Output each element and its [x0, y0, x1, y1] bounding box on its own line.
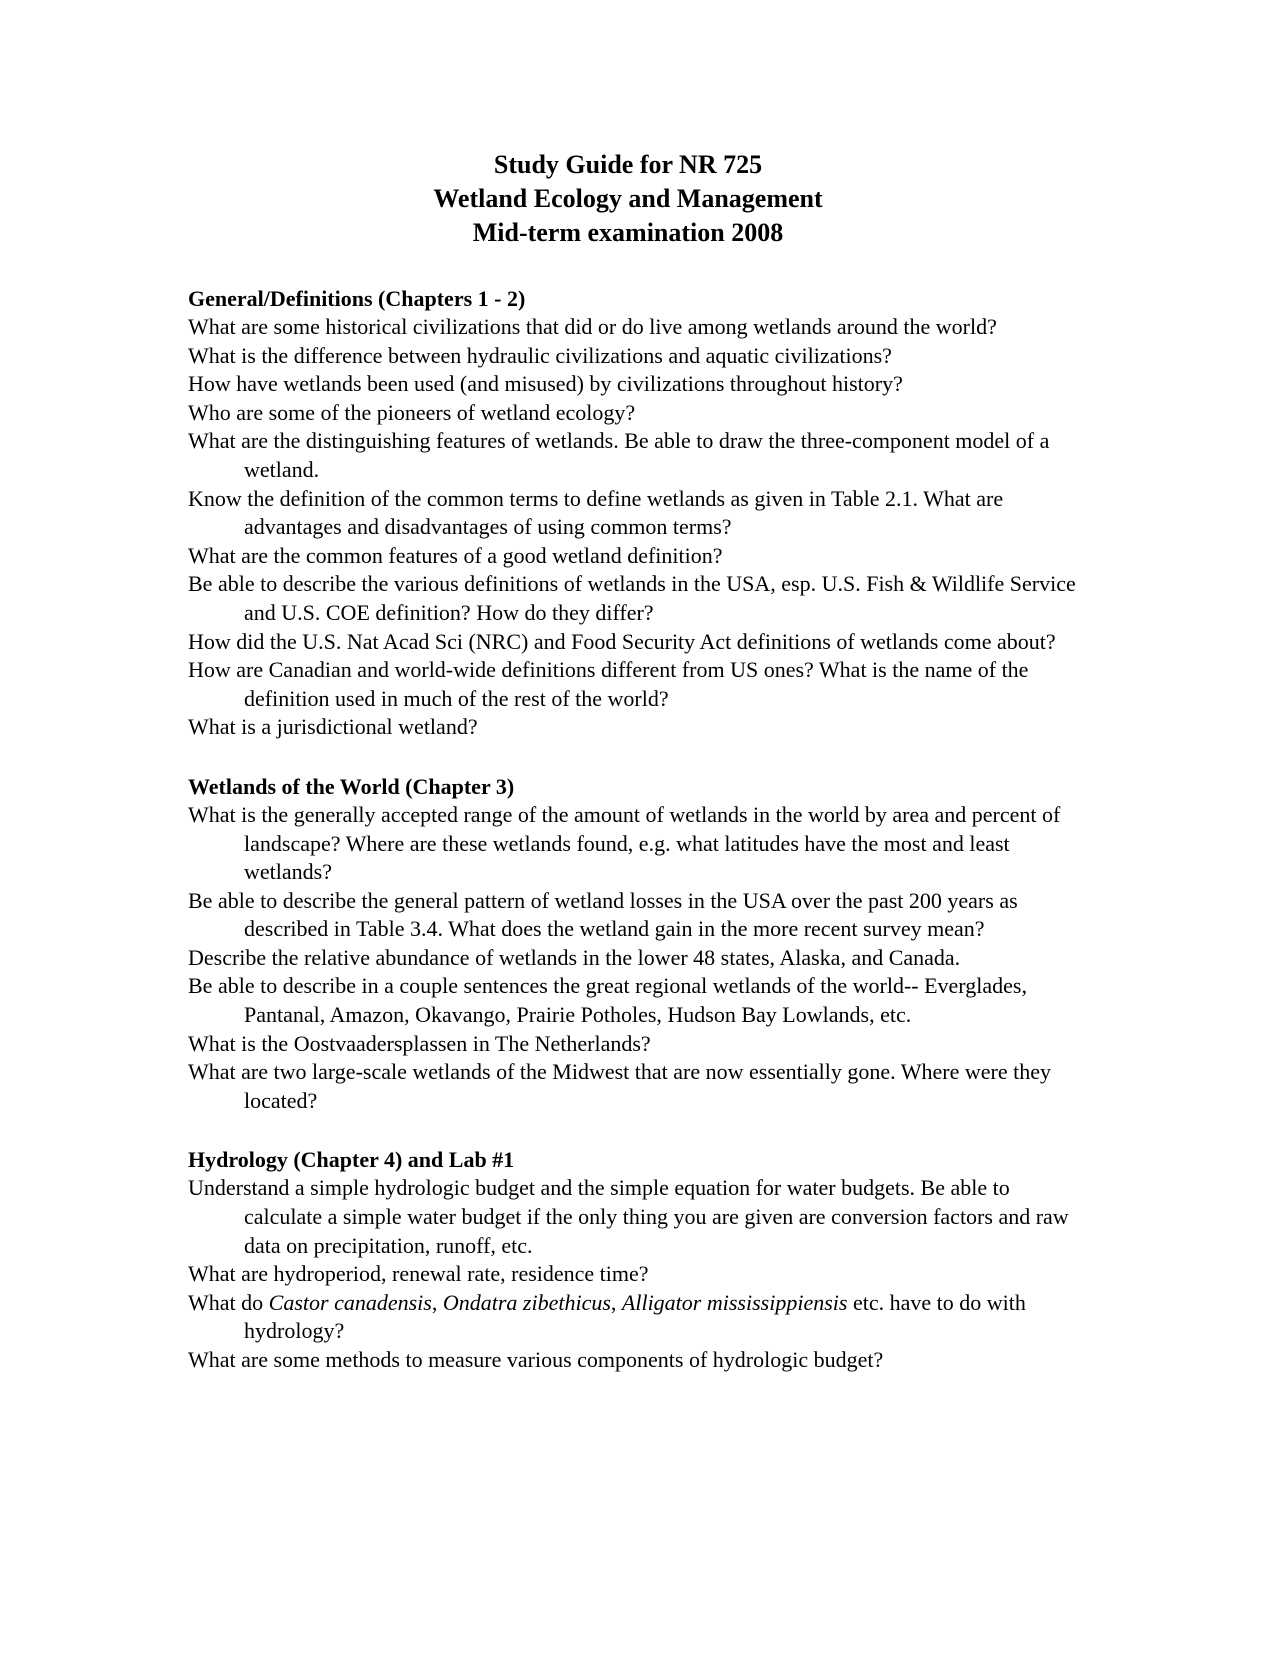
title-line-3: Mid-term examination 2008 — [472, 218, 784, 247]
species-name: Ondatra zibethicus — [442, 1289, 611, 1315]
title-line-2: Wetland Ecology and Management — [433, 184, 823, 213]
question: How are Canadian and world-wide definitions different from US ones? What is the name of the definition used in much of the rest of the world? — [188, 657, 1029, 711]
question: What are two large-scale wetlands of the Midwest that are now essentially gone. Where were they located? — [188, 1059, 1051, 1113]
question: Who are some of the pioneers of wetland ecology? — [188, 399, 636, 425]
section-heading: General/Definitions (Chapters 1 - 2) — [188, 286, 526, 311]
section-heading: Wetlands of the World (Chapter 3) — [188, 773, 515, 799]
title-line-1: Study Guide for NR 725 — [493, 150, 763, 179]
document-page — [188, 148, 1088, 1375]
separator: , — [431, 1289, 443, 1315]
question: What are the common features of a good wetland definition? — [188, 542, 723, 568]
question: Be able to describe in a couple sentences the great regional wetlands of the world-- Everglades, Pantanal, Amazon, Okavango, Prairie Potholes, Hudson Bay Lowlands, etc. — [188, 973, 1027, 1028]
species-name: Alligator mississippiensis — [621, 1289, 848, 1315]
question: How did the U.S. Nat Acad Sci (NRC) and Food Security Act definitions of wetlands come about? — [188, 628, 1056, 654]
question: What are hydroperiod, renewal rate, residence time? — [188, 1261, 649, 1287]
species-question-prefix: What do — [188, 1289, 269, 1315]
question: Understand a simple hydrologic budget and the simple equation for water budgets. Be able to calculate a simple water budget if the only thing you are given are conversion factors and raw data on precipitation, runoff, etc. — [188, 1175, 1069, 1258]
question: What are some methods to measure various components of hydrologic budget? — [188, 1347, 884, 1372]
question: What is the generally accepted range of the amount of wetlands in the world by area and percent of landscape? Where are these wetlands found, e.g. what latitudes have the most and least wetlands? — [188, 801, 1061, 885]
question: What is the difference between hydraulic civilizations and aquatic civilizations? — [188, 342, 892, 368]
question: What is a jurisdictional wetland? — [188, 714, 478, 740]
question: Describe the relative abundance of wetlands in the lower 48 states, Alaska, and Canada. — [188, 944, 961, 970]
species-name: Castor canadensis — [268, 1289, 432, 1315]
section-hydrology — [188, 1145, 1088, 1374]
question-species — [188, 1289, 1088, 1346]
question: Be able to describe the various definitions of wetlands in the USA, esp. U.S. Fish & Wildlife Service and U.S. COE definition? How do they differ? — [188, 571, 1076, 625]
separator: , — [610, 1289, 622, 1315]
question: Know the definition of the common terms to define wetlands as given in Table 2.1. What are advantages and disadvantages of using common terms? — [188, 485, 1004, 540]
question: What are the distinguishing features of wetlands. Be able to draw the three-component model of a wetland. — [188, 428, 1050, 482]
question: How have wetlands been used (and misused) by civilizations throughout history? — [188, 371, 903, 397]
section-wetlands-of-the-world — [188, 772, 1088, 1116]
question: What is the Oostvaadersplassen in The Netherlands? — [188, 1030, 651, 1056]
question: Be able to describe the general pattern of wetland losses in the USA over the past 200 years as described in Table 3.4. What does the wetland gain in the more recent survey mean? — [188, 887, 1018, 942]
section-heading: Hydrology (Chapter 4) and Lab #1 — [188, 1147, 515, 1173]
section-general-definitions — [188, 284, 1088, 742]
document-title — [168, 148, 1088, 250]
question: What are some historical civilizations that did or do live among wetlands around the world? — [188, 314, 997, 339]
species-question-suffix: etc. have to do with hydrology? — [244, 1289, 1026, 1344]
